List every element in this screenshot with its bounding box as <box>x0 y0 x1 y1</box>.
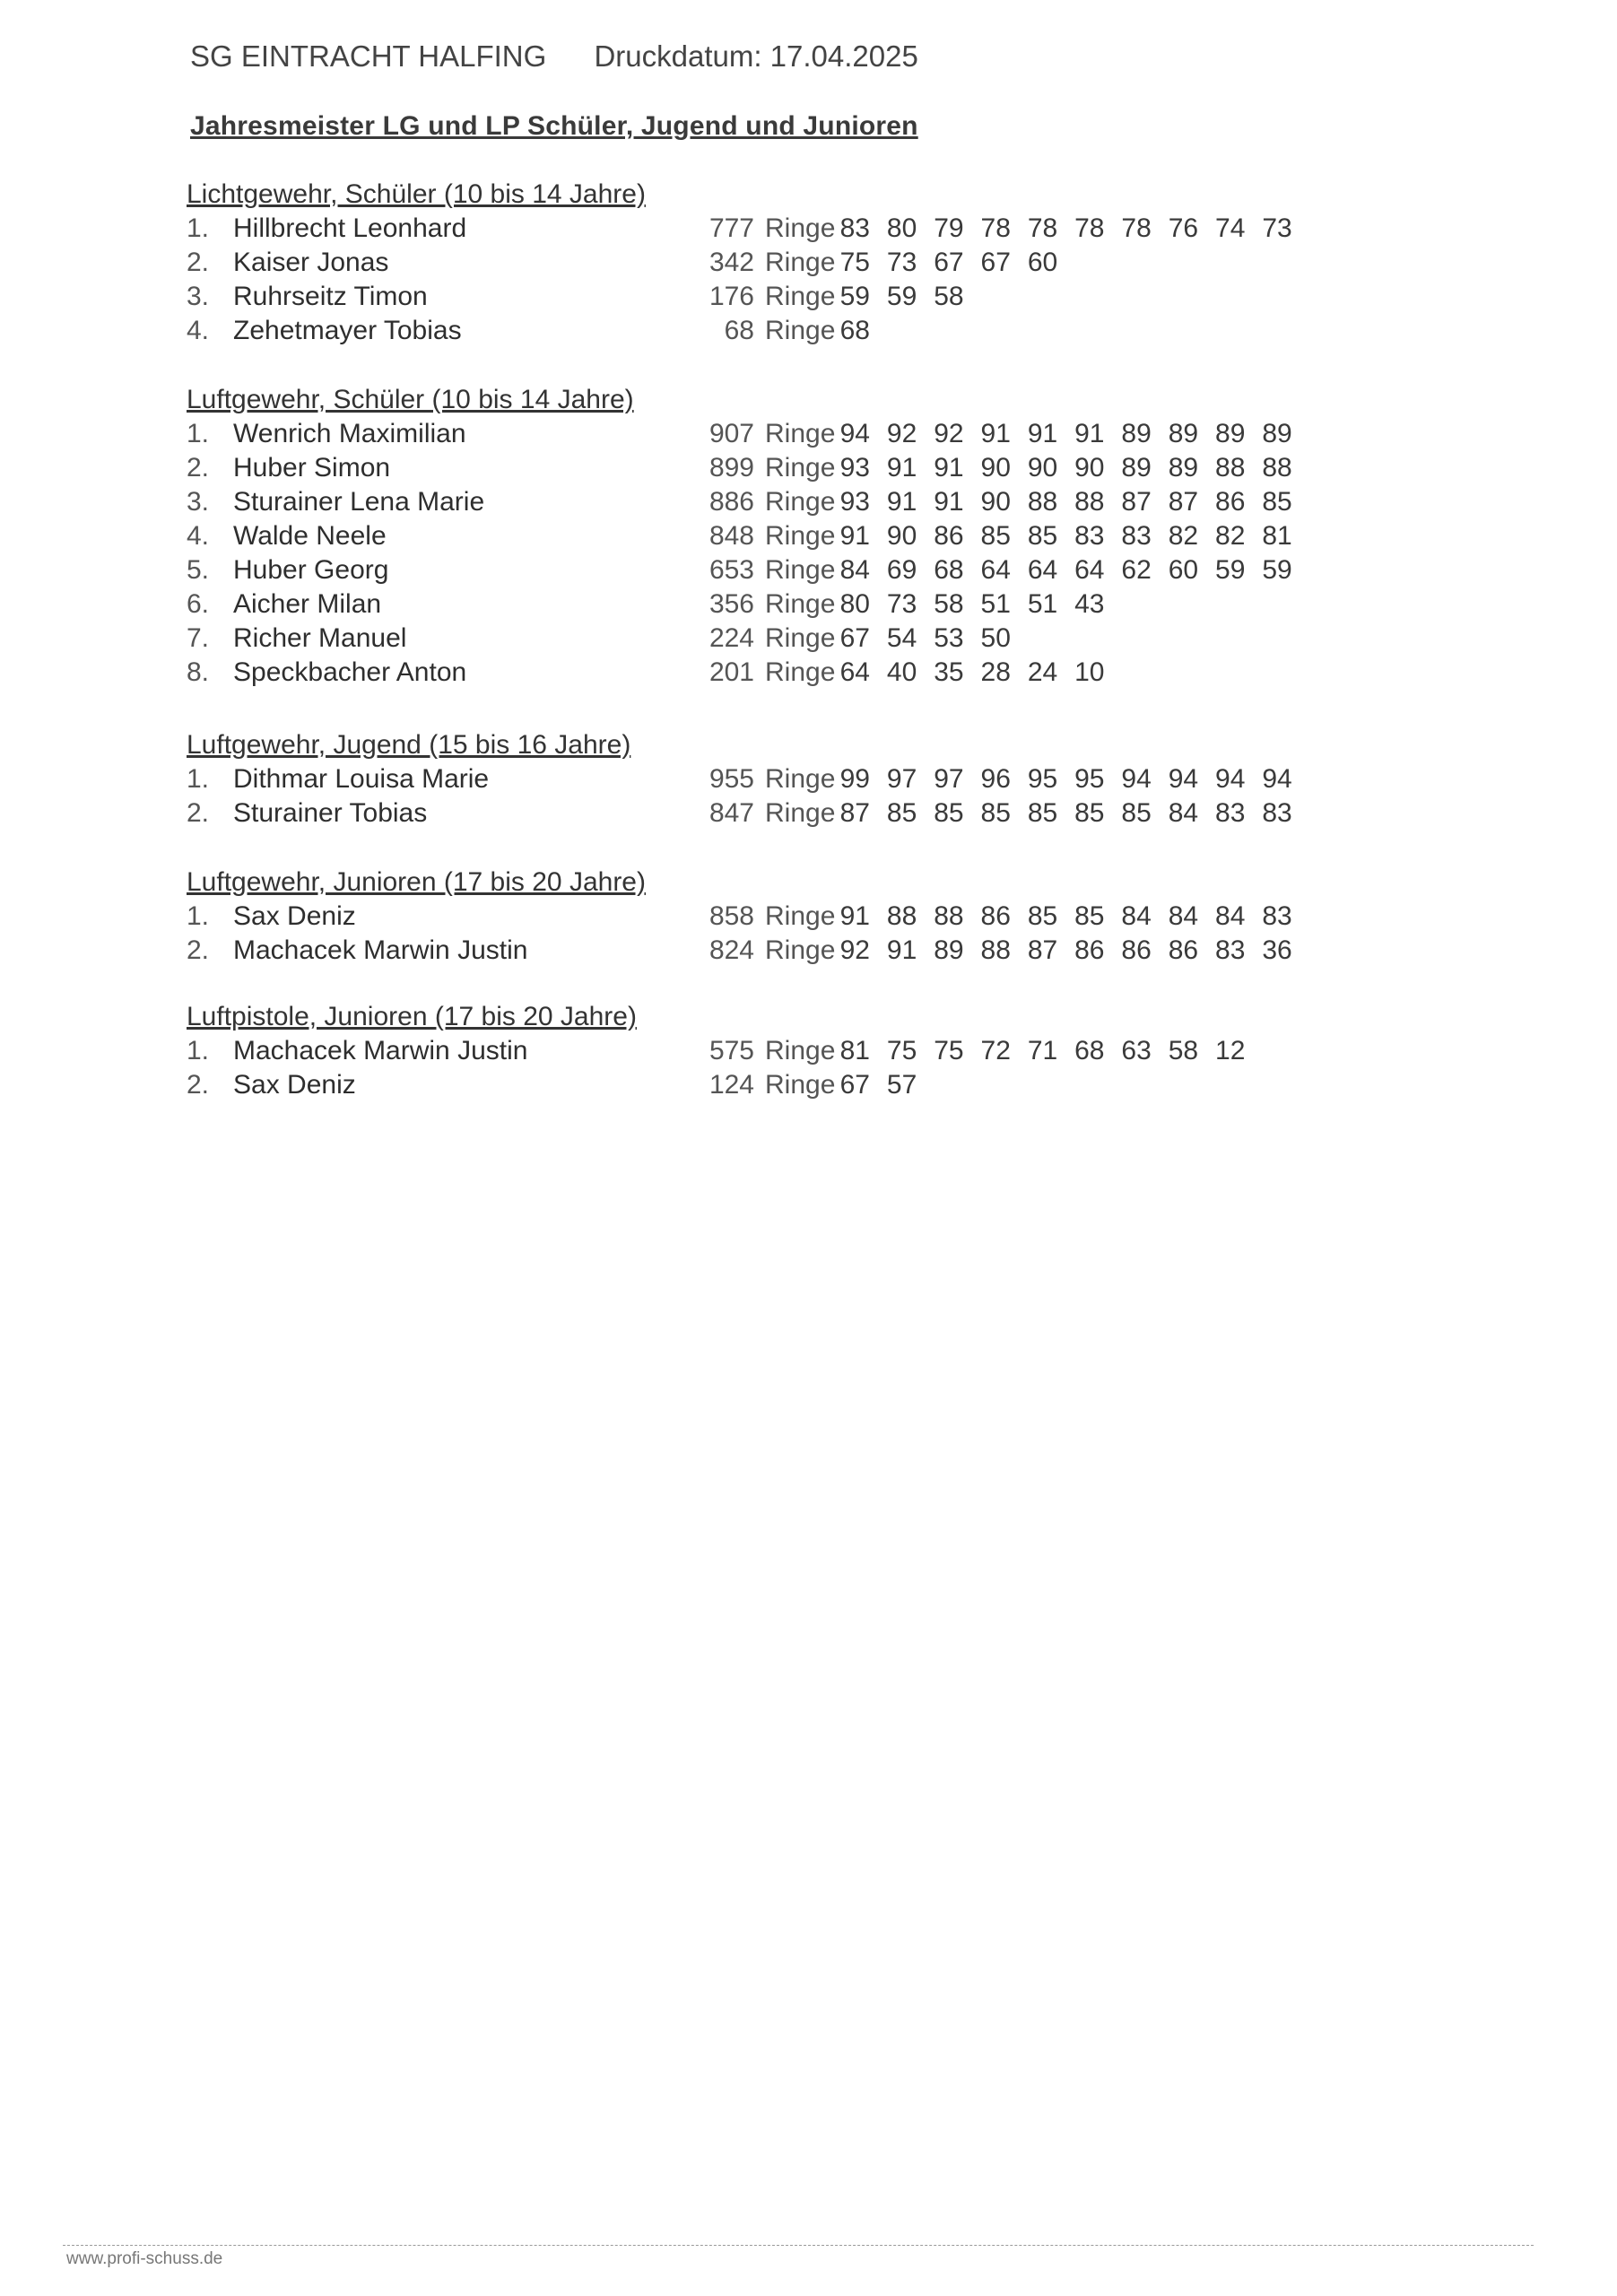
series-score: 67 <box>980 248 1011 277</box>
total-rings: 899 <box>709 453 754 483</box>
result-row <box>187 519 1352 553</box>
rank: 8. <box>187 657 210 687</box>
total-rings: 653 <box>709 555 754 585</box>
rings-unit: Ringe <box>765 282 836 311</box>
series-score: 89 <box>1215 419 1246 448</box>
series-score: 85 <box>934 798 964 828</box>
series-score: 89 <box>934 935 964 965</box>
series-score: 64 <box>1074 555 1105 585</box>
series-score: 88 <box>934 901 964 931</box>
series-score: 85 <box>1074 901 1105 931</box>
series-score: 83 <box>1121 521 1152 551</box>
series-score: 99 <box>839 764 870 794</box>
series-score: 87 <box>1168 487 1199 517</box>
series-score: 90 <box>980 453 1011 483</box>
series-score: 91 <box>1027 419 1058 448</box>
document-header <box>190 39 918 74</box>
print-date: Druckdatum: 17.04.2025 <box>594 39 918 73</box>
series-score: 35 <box>934 657 964 687</box>
series-score: 90 <box>980 487 1011 517</box>
series-score: 95 <box>1027 764 1058 794</box>
series-score: 94 <box>839 419 870 448</box>
rings-unit: Ringe <box>765 623 836 653</box>
total-rings: 777 <box>709 213 754 243</box>
result-section <box>187 865 1352 968</box>
series-score: 92 <box>886 419 917 448</box>
series-score: 81 <box>1262 521 1292 551</box>
result-row <box>187 622 1352 656</box>
series-score: 58 <box>1168 1036 1199 1065</box>
series-score: 58 <box>934 282 964 311</box>
series-score: 85 <box>886 798 917 828</box>
footer-divider <box>63 2245 1534 2246</box>
shooter-name: Aicher Milan <box>233 589 382 619</box>
series-score: 51 <box>1027 589 1058 619</box>
total-rings: 847 <box>709 798 754 828</box>
result-row <box>187 280 1352 314</box>
series-score: 79 <box>934 213 964 243</box>
series-score: 78 <box>1121 213 1152 243</box>
series-score: 75 <box>934 1036 964 1065</box>
rank: 1. <box>187 1036 210 1065</box>
section-title: Luftgewehr, Junioren (17 bis 20 Jahre) <box>187 867 646 897</box>
result-section <box>187 1000 1352 1102</box>
series-score: 62 <box>1121 555 1152 585</box>
series-score: 91 <box>886 935 917 965</box>
total-rings: 955 <box>709 764 754 794</box>
rings-unit: Ringe <box>765 419 836 448</box>
series-score: 80 <box>839 589 870 619</box>
series-score: 82 <box>1168 521 1199 551</box>
shooter-name: Machacek Marwin Justin <box>233 1036 528 1065</box>
rings-unit: Ringe <box>765 213 836 243</box>
rings-unit: Ringe <box>765 487 836 517</box>
result-row <box>187 1034 1352 1068</box>
total-rings: 886 <box>709 487 754 517</box>
series-score: 73 <box>1262 213 1292 243</box>
result-row <box>187 553 1352 587</box>
series-score: 85 <box>1121 798 1152 828</box>
series-score: 78 <box>1027 213 1058 243</box>
total-rings: 907 <box>709 419 754 448</box>
series-score: 59 <box>886 282 917 311</box>
rank: 1. <box>187 213 210 243</box>
series-score: 86 <box>1168 935 1199 965</box>
series-score: 60 <box>1027 248 1058 277</box>
total-rings: 124 <box>709 1070 754 1100</box>
shooter-name: Sax Deniz <box>233 901 356 931</box>
series-score: 84 <box>1215 901 1246 931</box>
total-rings: 575 <box>709 1036 754 1065</box>
rings-unit: Ringe <box>765 248 836 277</box>
total-rings: 176 <box>709 282 754 311</box>
series-score: 81 <box>839 1036 870 1065</box>
shooter-name: Huber Georg <box>233 555 389 585</box>
rank: 4. <box>187 316 210 345</box>
series-score: 82 <box>1215 521 1246 551</box>
series-score: 53 <box>934 623 964 653</box>
series-score: 94 <box>1168 764 1199 794</box>
shooter-name: Hillbrecht Leonhard <box>233 213 467 243</box>
shooter-name: Speckbacher Anton <box>233 657 467 687</box>
shooter-name: Wenrich Maximilian <box>233 419 466 448</box>
series-score: 90 <box>886 521 917 551</box>
series-score: 89 <box>1121 453 1152 483</box>
section-title: Luftpistole, Junioren (17 bis 20 Jahre) <box>187 1002 637 1031</box>
series-score: 89 <box>1262 419 1292 448</box>
series-score: 86 <box>1121 935 1152 965</box>
series-score: 67 <box>839 623 870 653</box>
series-score: 88 <box>1074 487 1105 517</box>
series-score: 73 <box>886 248 917 277</box>
series-score: 85 <box>1027 798 1058 828</box>
series-score: 83 <box>1215 935 1246 965</box>
rank: 2. <box>187 453 210 483</box>
series-score: 73 <box>886 589 917 619</box>
rank: 7. <box>187 623 210 653</box>
series-score: 93 <box>839 487 870 517</box>
series-score: 90 <box>1074 453 1105 483</box>
result-section <box>187 728 1352 831</box>
rank: 3. <box>187 487 210 517</box>
series-score: 93 <box>839 453 870 483</box>
result-row <box>187 212 1352 246</box>
series-score: 60 <box>1168 555 1199 585</box>
series-score: 84 <box>1121 901 1152 931</box>
series-score: 83 <box>839 213 870 243</box>
series-score: 91 <box>886 453 917 483</box>
series-score: 85 <box>1074 798 1105 828</box>
series-score: 80 <box>886 213 917 243</box>
series-score: 84 <box>839 555 870 585</box>
rank: 3. <box>187 282 210 311</box>
series-score: 94 <box>1121 764 1152 794</box>
series-score: 64 <box>839 657 870 687</box>
series-score: 91 <box>839 521 870 551</box>
shooter-name: Kaiser Jonas <box>233 248 389 277</box>
series-score: 78 <box>980 213 1011 243</box>
series-score: 59 <box>839 282 870 311</box>
rings-unit: Ringe <box>765 764 836 794</box>
section-title: Luftgewehr, Schüler (10 bis 14 Jahre) <box>187 385 634 414</box>
rings-unit: Ringe <box>765 935 836 965</box>
series-score: 24 <box>1027 657 1058 687</box>
total-rings: 858 <box>709 901 754 931</box>
series-score: 91 <box>934 453 964 483</box>
series-score: 88 <box>980 935 1011 965</box>
result-row <box>187 762 1352 796</box>
series-score: 86 <box>1215 487 1246 517</box>
series-score: 57 <box>886 1070 917 1100</box>
series-score: 43 <box>1074 589 1105 619</box>
series-score: 67 <box>934 248 964 277</box>
series-score: 87 <box>839 798 870 828</box>
series-score: 85 <box>980 798 1011 828</box>
series-score: 90 <box>1027 453 1058 483</box>
total-rings: 356 <box>709 589 754 619</box>
shooter-name: Sturainer Tobias <box>233 798 428 828</box>
document-title: Jahresmeister LG und LP Schüler, Jugend und Junioren <box>190 111 918 141</box>
rings-unit: Ringe <box>765 316 836 345</box>
series-score: 63 <box>1121 1036 1152 1065</box>
result-row <box>187 934 1352 968</box>
series-score: 84 <box>1168 798 1199 828</box>
result-row <box>187 587 1352 622</box>
series-score: 36 <box>1262 935 1292 965</box>
series-score: 51 <box>980 589 1011 619</box>
series-score: 78 <box>1074 213 1105 243</box>
series-score: 83 <box>1262 798 1292 828</box>
series-score: 91 <box>1074 419 1105 448</box>
rank: 1. <box>187 764 210 794</box>
series-score: 74 <box>1215 213 1246 243</box>
series-score: 40 <box>886 657 917 687</box>
rings-unit: Ringe <box>765 589 836 619</box>
series-score: 88 <box>1027 487 1058 517</box>
series-score: 75 <box>839 248 870 277</box>
series-score: 85 <box>1027 901 1058 931</box>
series-score: 76 <box>1168 213 1199 243</box>
shooter-name: Sax Deniz <box>233 1070 356 1100</box>
series-score: 91 <box>886 487 917 517</box>
result-row <box>187 246 1352 280</box>
rank: 2. <box>187 1070 210 1100</box>
section-title: Luftgewehr, Jugend (15 bis 16 Jahre) <box>187 730 631 760</box>
series-score: 89 <box>1121 419 1152 448</box>
series-score: 91 <box>839 901 870 931</box>
rank: 6. <box>187 589 210 619</box>
shooter-name: Dithmar Louisa Marie <box>233 764 490 794</box>
series-score: 88 <box>1215 453 1246 483</box>
club-name: SG EINTRACHT HALFING <box>190 39 547 73</box>
series-score: 67 <box>839 1070 870 1100</box>
result-row <box>187 1068 1352 1102</box>
shooter-name: Machacek Marwin Justin <box>233 935 528 965</box>
rank: 1. <box>187 419 210 448</box>
rank: 2. <box>187 935 210 965</box>
series-score: 12 <box>1215 1036 1246 1065</box>
series-score: 94 <box>1262 764 1292 794</box>
rings-unit: Ringe <box>765 901 836 931</box>
section-title: Lichtgewehr, Schüler (10 bis 14 Jahre) <box>187 179 646 209</box>
series-score: 85 <box>1027 521 1058 551</box>
series-score: 68 <box>1074 1036 1105 1065</box>
result-section <box>187 383 1352 690</box>
rings-unit: Ringe <box>765 555 836 585</box>
series-score: 89 <box>1168 419 1199 448</box>
series-score: 68 <box>839 316 870 345</box>
series-score: 83 <box>1074 521 1105 551</box>
rank: 5. <box>187 555 210 585</box>
rings-unit: Ringe <box>765 657 836 687</box>
series-score: 91 <box>980 419 1011 448</box>
result-row <box>187 796 1352 831</box>
series-score: 58 <box>934 589 964 619</box>
series-score: 64 <box>1027 555 1058 585</box>
series-score: 86 <box>980 901 1011 931</box>
total-rings: 342 <box>709 248 754 277</box>
series-score: 86 <box>1074 935 1105 965</box>
result-section <box>187 178 1352 348</box>
total-rings: 848 <box>709 521 754 551</box>
series-score: 71 <box>1027 1036 1058 1065</box>
series-score: 85 <box>980 521 1011 551</box>
series-score: 97 <box>886 764 917 794</box>
series-score: 50 <box>980 623 1011 653</box>
rank: 2. <box>187 248 210 277</box>
series-score: 87 <box>1027 935 1058 965</box>
rings-unit: Ringe <box>765 1036 836 1065</box>
result-row <box>187 314 1352 348</box>
footer-url: www.profi-schuss.de <box>66 2249 223 2268</box>
series-score: 75 <box>886 1036 917 1065</box>
rank: 1. <box>187 901 210 931</box>
total-rings: 68 <box>724 316 754 345</box>
shooter-name: Zehetmayer Tobias <box>233 316 462 345</box>
shooter-name: Ruhrseitz Timon <box>233 282 428 311</box>
series-score: 94 <box>1215 764 1246 794</box>
series-score: 59 <box>1262 555 1292 585</box>
result-row <box>187 656 1352 690</box>
series-score: 92 <box>839 935 870 965</box>
series-score: 28 <box>980 657 1011 687</box>
total-rings: 224 <box>709 623 754 653</box>
shooter-name: Walde Neele <box>233 521 387 551</box>
rings-unit: Ringe <box>765 1070 836 1100</box>
total-rings: 824 <box>709 935 754 965</box>
shooter-name: Richer Manuel <box>233 623 407 653</box>
series-score: 96 <box>980 764 1011 794</box>
rings-unit: Ringe <box>765 521 836 551</box>
series-score: 86 <box>934 521 964 551</box>
rank: 2. <box>187 798 210 828</box>
total-rings: 201 <box>709 657 754 687</box>
series-score: 54 <box>886 623 917 653</box>
result-row <box>187 451 1352 485</box>
result-row <box>187 417 1352 451</box>
series-score: 84 <box>1168 901 1199 931</box>
series-score: 88 <box>1262 453 1292 483</box>
rank: 4. <box>187 521 210 551</box>
series-score: 95 <box>1074 764 1105 794</box>
series-score: 91 <box>934 487 964 517</box>
result-row <box>187 900 1352 934</box>
rings-unit: Ringe <box>765 798 836 828</box>
rings-unit: Ringe <box>765 453 836 483</box>
series-score: 87 <box>1121 487 1152 517</box>
series-score: 83 <box>1262 901 1292 931</box>
series-score: 89 <box>1168 453 1199 483</box>
shooter-name: Sturainer Lena Marie <box>233 487 485 517</box>
shooter-name: Huber Simon <box>233 453 391 483</box>
series-score: 88 <box>886 901 917 931</box>
series-score: 92 <box>934 419 964 448</box>
series-score: 72 <box>980 1036 1011 1065</box>
series-score: 68 <box>934 555 964 585</box>
series-score: 10 <box>1074 657 1105 687</box>
series-score: 85 <box>1262 487 1292 517</box>
series-score: 64 <box>980 555 1011 585</box>
series-score: 69 <box>886 555 917 585</box>
series-score: 59 <box>1215 555 1246 585</box>
series-score: 83 <box>1215 798 1246 828</box>
result-row <box>187 485 1352 519</box>
series-score: 97 <box>934 764 964 794</box>
